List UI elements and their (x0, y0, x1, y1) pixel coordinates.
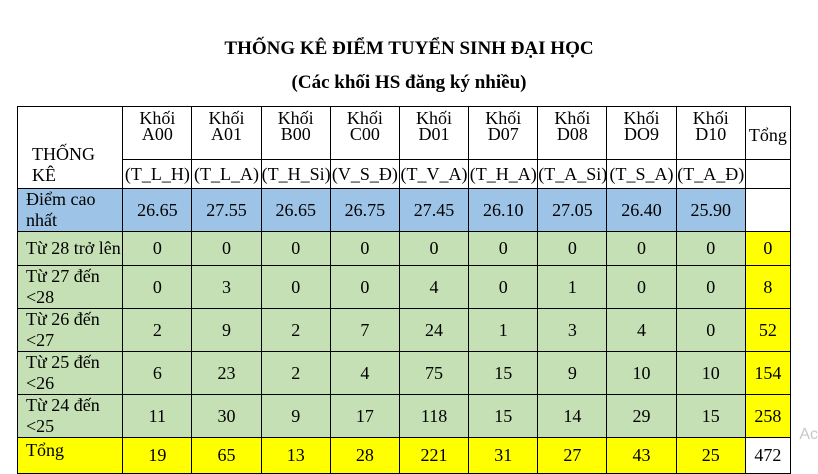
max-score-cell: 26.65 (123, 189, 192, 232)
count-cell: 11 (123, 395, 192, 438)
count-cell: 0 (676, 309, 745, 352)
row-total-cell: 258 (745, 395, 790, 438)
column-total-cell: 31 (469, 438, 538, 474)
count-cell: 9 (261, 395, 330, 438)
count-cell: 0 (607, 232, 676, 266)
column-total-cell: 19 (123, 438, 192, 474)
column-total-cell: 25 (676, 438, 745, 474)
total-header: Tổng (745, 107, 790, 160)
group-prefix: Khối (416, 108, 453, 128)
row-label: Tổng (18, 438, 123, 474)
count-cell: 0 (607, 266, 676, 309)
count-cell: 4 (607, 309, 676, 352)
group-prefix: Khối (485, 108, 522, 128)
subject-code: (T_H_A) (469, 160, 538, 189)
count-cell: 4 (399, 266, 468, 309)
group-name: D10 (695, 124, 727, 144)
group-prefix: Khối (554, 108, 591, 128)
count-cell: 15 (676, 395, 745, 438)
count-cell: 14 (538, 395, 607, 438)
group-prefix: Khối (346, 108, 383, 128)
max-score-row (18, 189, 791, 232)
table-row (18, 266, 791, 309)
row-label: Từ 24 đến <25 (18, 395, 123, 438)
total-header-blank (745, 160, 790, 189)
row-label: Điểm cao nhất (18, 189, 123, 232)
count-cell: 0 (676, 232, 745, 266)
count-cell: 2 (261, 309, 330, 352)
page-title: THỐNG KÊ ĐIỂM TUYỂN SINH ĐẠI HỌC (224, 38, 594, 59)
count-cell: 15 (469, 395, 538, 438)
count-cell: 9 (192, 309, 261, 352)
corner-label: THỐNG KÊ (18, 107, 123, 189)
column-total-cell: 13 (261, 438, 330, 474)
count-cell: 0 (676, 266, 745, 309)
group-prefix: Khối (139, 108, 176, 128)
column-header-group (469, 107, 538, 160)
group-name: A01 (211, 124, 243, 144)
row-total-cell: 154 (745, 352, 790, 395)
table-row (18, 395, 791, 438)
count-cell: 2 (261, 352, 330, 395)
table-row (18, 309, 791, 352)
column-header-group (607, 107, 676, 160)
subject-code: (V_S_Đ) (330, 160, 399, 189)
column-header-group (123, 107, 192, 160)
subject-code: (T_V_A) (399, 160, 468, 189)
count-cell: 0 (538, 232, 607, 266)
max-score-cell: 26.40 (607, 189, 676, 232)
page-subtitle: (Các khối HS đăng ký nhiều) (291, 72, 527, 93)
count-cell: 1 (469, 309, 538, 352)
row-label: Từ 26 đến <27 (18, 309, 123, 352)
count-cell: 3 (538, 309, 607, 352)
count-cell: 2 (123, 309, 192, 352)
column-header-group (399, 107, 468, 160)
max-score-total-blank (745, 189, 790, 232)
row-total-cell: 8 (745, 266, 790, 309)
count-cell: 0 (330, 266, 399, 309)
count-cell: 0 (261, 232, 330, 266)
grand-total-cell: 472 (745, 438, 790, 474)
count-cell: 7 (330, 309, 399, 352)
group-name: DO9 (624, 124, 660, 144)
group-name: C00 (349, 124, 380, 144)
group-prefix: Khối (208, 108, 245, 128)
count-cell: 23 (192, 352, 261, 395)
column-header-group (330, 107, 399, 160)
count-cell: 6 (123, 352, 192, 395)
column-header-group (538, 107, 607, 160)
count-cell: 0 (192, 232, 261, 266)
max-score-cell: 25.90 (676, 189, 745, 232)
count-cell: 0 (261, 266, 330, 309)
group-prefix: Khối (623, 108, 660, 128)
count-cell: 17 (330, 395, 399, 438)
count-cell: 0 (469, 232, 538, 266)
column-total-cell: 43 (607, 438, 676, 474)
count-cell: 0 (399, 232, 468, 266)
watermark-text: Ac (799, 426, 818, 443)
table-row (18, 352, 791, 395)
count-cell: 3 (192, 266, 261, 309)
group-name: D08 (556, 124, 588, 144)
group-name: D01 (418, 124, 450, 144)
header-row-groups (18, 107, 791, 160)
max-score-cell: 27.45 (399, 189, 468, 232)
max-score-cell: 26.65 (261, 189, 330, 232)
count-cell: 30 (192, 395, 261, 438)
header-row-codes (18, 160, 791, 189)
group-prefix: Khối (277, 108, 314, 128)
column-header-group (192, 107, 261, 160)
count-cell: 0 (469, 266, 538, 309)
count-cell: 15 (469, 352, 538, 395)
max-score-cell: 26.75 (330, 189, 399, 232)
row-label: Từ 28 trở lên (18, 232, 123, 266)
count-cell: 4 (330, 352, 399, 395)
max-score-cell: 27.05 (538, 189, 607, 232)
column-total-cell: 221 (399, 438, 468, 474)
subject-code: (T_L_A) (192, 160, 261, 189)
column-header-group (261, 107, 330, 160)
count-cell: 118 (399, 395, 468, 438)
column-total-cell: 27 (538, 438, 607, 474)
row-total-cell: 0 (745, 232, 790, 266)
count-cell: 0 (123, 232, 192, 266)
subject-code: (T_A_Đ) (676, 160, 745, 189)
max-score-cell: 27.55 (192, 189, 261, 232)
group-name: D07 (487, 124, 519, 144)
group-name: B00 (280, 124, 311, 144)
total-row (18, 438, 791, 474)
max-score-cell: 26.10 (469, 189, 538, 232)
stats-table (17, 106, 791, 474)
subject-code: (T_A_Si) (538, 160, 607, 189)
subject-code: (T_H_Si) (261, 160, 330, 189)
count-cell: 0 (123, 266, 192, 309)
count-cell: 0 (330, 232, 399, 266)
subject-code: (T_L_H) (123, 160, 192, 189)
subject-code: (T_S_A) (607, 160, 676, 189)
count-cell: 75 (399, 352, 468, 395)
row-label: Từ 27 đến <28 (18, 266, 123, 309)
count-cell: 29 (607, 395, 676, 438)
count-cell: 10 (676, 352, 745, 395)
row-total-cell: 52 (745, 309, 790, 352)
count-cell: 1 (538, 266, 607, 309)
group-name: A00 (141, 124, 173, 144)
count-cell: 10 (607, 352, 676, 395)
column-header-group (676, 107, 745, 160)
row-label: Từ 25 đến <26 (18, 352, 123, 395)
table-row (18, 232, 791, 266)
column-total-cell: 65 (192, 438, 261, 474)
group-prefix: Khối (692, 108, 729, 128)
column-total-cell: 28 (330, 438, 399, 474)
count-cell: 9 (538, 352, 607, 395)
count-cell: 24 (399, 309, 468, 352)
